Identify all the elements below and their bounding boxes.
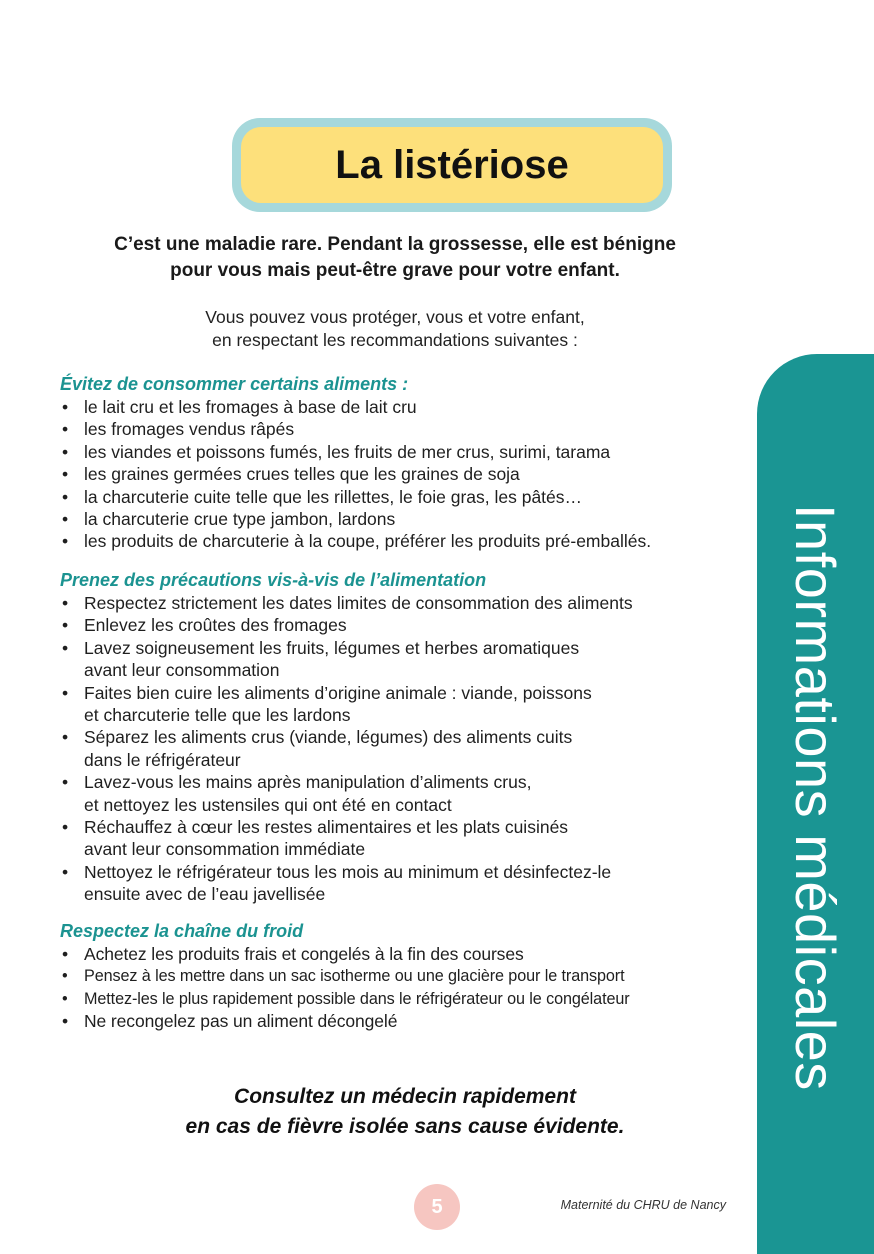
page-number: 5 [414,1184,460,1230]
page-title: La listériose [241,127,663,203]
list-item: • Faites bien cuire les aliments d’origine animale : viande, poissons et charcuterie telle que les lardons [60,682,750,727]
section-cold-chain [60,920,750,1033]
list-item: • Séparez les aliments crus (viande, légumes) des aliments cuits dans le réfrigérateur [60,726,750,771]
side-tab-label: Informations médicales [784,503,847,1091]
list-item: • Réchauffez à cœur les restes alimentaires et les plats cuisinés avant leur consommation immédiate [60,816,750,861]
section-heading: Respectez la chaîne du froid [60,921,304,941]
list-item: • les produits de charcuterie à la coupe, préférer les produits pré-emballés. [60,530,750,552]
list-item: • la charcuterie cuite telle que les rillettes, le foie gras, les pâtés… [60,486,750,508]
list-item: • Respectez strictement les dates limites de consommation des aliments [60,592,750,614]
title-banner [232,118,672,212]
list-item: • la charcuterie crue type jambon, lardons [60,508,750,530]
list-item: • Mettez-les le plus rapidement possible dans le réfrigérateur ou le congélateur [60,988,750,1010]
side-tab-label-box [757,354,874,1240]
list-item: • Lavez soigneusement les fruits, légumes et herbes aromatiques avant leur consommation [60,637,750,682]
list-item: • le lait cru et les fromages à base de lait cru [60,396,750,418]
section-heading: Prenez des précautions vis-à-vis de l’alimentation [60,570,487,590]
list-item: • les viandes et poissons fumés, les fruits de mer crus, surimi, tarama [60,441,750,463]
list-item: • Ne recongelez pas un aliment décongelé [60,1010,750,1032]
footer-credit: Maternité du CHRU de Nancy [560,1198,726,1212]
section-avoid-foods [60,373,750,553]
list-item: • Enlevez les croûtes des fromages [60,614,750,636]
section-heading: Évitez de consommer certains aliments : [60,374,409,394]
bullet-list [60,396,750,553]
section-precautions [60,569,750,906]
list-item: • les graines germées crues telles que les graines de soja [60,463,750,485]
list-item: • Pensez à les mettre dans un sac isotherme ou une glacière pour le transport [60,965,750,987]
bullet-list [60,592,750,906]
list-item: • Achetez les produits frais et congelés à la fin des courses [60,943,750,965]
list-item: • les fromages vendus râpés [60,418,750,440]
intro-text: Vous pouvez vous protéger, vous et votre enfant, en respectant les recommandations suivantes : [205,307,585,350]
list-item: • Lavez-vous les mains après manipulation d’aliments crus, et nettoyez les ustensiles qui ont été en contact [60,771,750,816]
bullet-list [60,943,750,1033]
list-item: • Nettoyez le réfrigérateur tous les mois au minimum et désinfectez-le ensuite avec de l’eau javellisée [60,861,750,906]
consult-notice: Consultez un médecin rapidement en cas de fièvre isolée sans cause évidente. [185,1085,625,1138]
intro-bold-text: C’est une maladie rare. Pendant la grossesse, elle est bénigne pour vous mais peut-être grave pour votre enfant. [114,234,676,281]
